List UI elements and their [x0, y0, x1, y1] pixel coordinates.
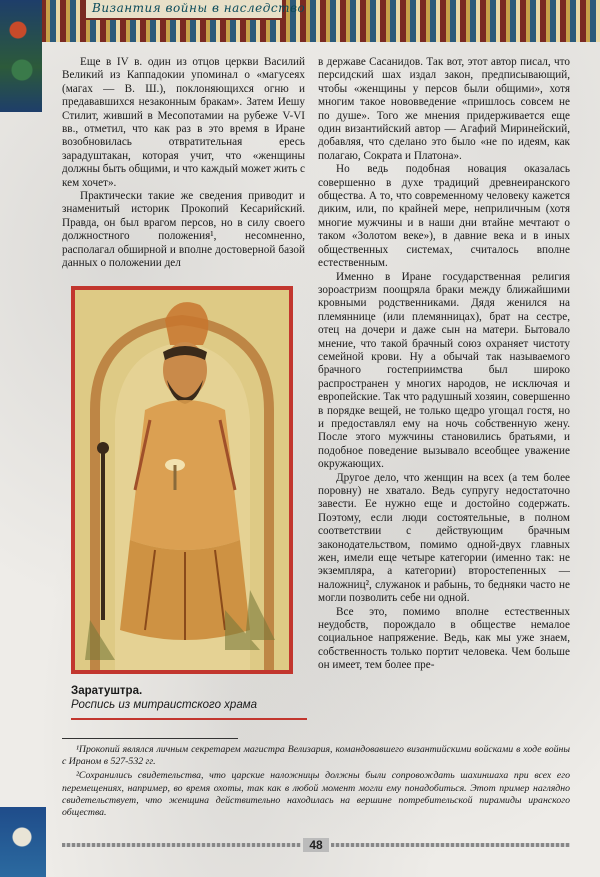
- body-paragraph: Но ведь подобная новация оказалась совершенно в духе традиций древнеиранского общества. А то, что современному человеку кажется диким, или, по крайней мере, неприличным (хотя многие мужчины и в наши дни втайне мечтают о таком «Золотом веке»), в давние века и в иных общественных системах, считалось вполне естественным.: [318, 163, 570, 270]
- left-text-column: [62, 56, 305, 271]
- bottom-left-ornament: [0, 807, 46, 877]
- page-number: 48: [303, 838, 328, 852]
- footnote: ²Сохранились свидетельства, что царские наложницы должны были сопровождать шахиншаха при всех его перемещениях, например, во время охоты, так как в любой момент могли ему понадобиться. Этот пример наглядно свидетельствует, что женщина действительно находилась на вершине потребительской пирамиды иранского общества.: [62, 770, 570, 819]
- right-text-column: [318, 56, 570, 673]
- footnote-divider: [62, 738, 238, 739]
- page-number-bar-right: [331, 843, 570, 847]
- caption-title: Заратуштра.: [71, 685, 143, 697]
- body-paragraph: Другое дело, что женщин на всех (а тем более поровну) не хватало. Ведь супругу недостаточно завести. Ее нужно еще и достойно содержать. Поэтому, если люди состоятельные, в полном соответствии с действующим брачным законодательством, помимо одной-двух главных жен, имели еще четыре категории (именно так: не экземпляра, а категории) второстепенных — наложниц², служанок и рабынь, то бедняки часто не могли позволить себе ни одной.: [318, 471, 570, 605]
- body-paragraph: Все это, помимо вполне естественных неудобств, порождало в обществе немалое социальное напряжение. Ведь, как мы уже знаем, собственность только портит человека. Чем больше он имеет, тем более пре-: [318, 605, 570, 672]
- body-paragraph: Практически такие же сведения приводит и знаменитый историк Прокопий Кесарийский. Правда, он был врагом персов, но в силу своего должностного положения¹, несомненно, располагал обширной и вполне достоверной базой данных о положении дел: [62, 190, 305, 270]
- figure-caption: [71, 684, 311, 712]
- footnotes: [62, 744, 570, 821]
- page-number-bar-left: [62, 843, 301, 847]
- caption-subtitle: Роспись из митраистского храма: [71, 699, 257, 711]
- fresco-figure-frame: [71, 286, 293, 674]
- body-paragraph: в державе Сасанидов. Так вот, этот автор писал, что персидский шах издал закон, предписывающий, чтобы «женщины у персов были общими», хотя многим такое нововведение «пришлось совсем не по душе». Того же мнения придерживается еще один византийский автор — Агафий Миринейский, добавляя, что сделано это было «не по идеям, как полагаю, Сократа и Платона».: [318, 56, 570, 162]
- caption-divider: [71, 718, 307, 720]
- footnote: ¹Прокопий являлся личным секретарем магистра Велизария, командовавшего византийскими войсками в ходе войны с Ираном в 527-532 гг.: [62, 744, 570, 768]
- zarathustra-fresco-image: [75, 290, 289, 670]
- running-header-title: Византия войны в наследство: [92, 1, 306, 15]
- body-paragraph: Именно в Иране государственная религия зороастризм поощряла браки между ближайшими кровными родственниками. Дядя женился на племяннице (или племянницах), брат на сестре, отец на дочери и даже сын на матери. Бытовало мнение, что такой брачный союз охраняет чистоту семейной крови. Ну а обычай так называемого брачного гостеприимства был широко распространен у многих народов, не исключая и европейские. Так что радушный хозяин, совершенно в порядке вещей, не только щедро угощал гостя, но и предоставлял ему на ночь собственную жену. После этого мужчины становились братьями, и подобное поведение вызывало всеобщее уважение окружающих.: [318, 270, 570, 471]
- page-number-bar: [62, 838, 570, 852]
- top-left-ornament: [0, 0, 42, 112]
- body-paragraph: Еще в IV в. один из отцов церкви Василий Великий из Каппадокии упоминал о «магусеях (магах — В. Ш.), поклоняющихся огню и предававшихся незаконным бракам». Затем Иешу Стилит, живший в Месопотамии на рубеже V-VI вв., отметил, что как раз в это время в Иране возобновилась отвратительная ересь зарадуштакан, которая учит, что «женщины должны быть общими, и что каждый может жить с кем хочет».: [62, 56, 305, 189]
